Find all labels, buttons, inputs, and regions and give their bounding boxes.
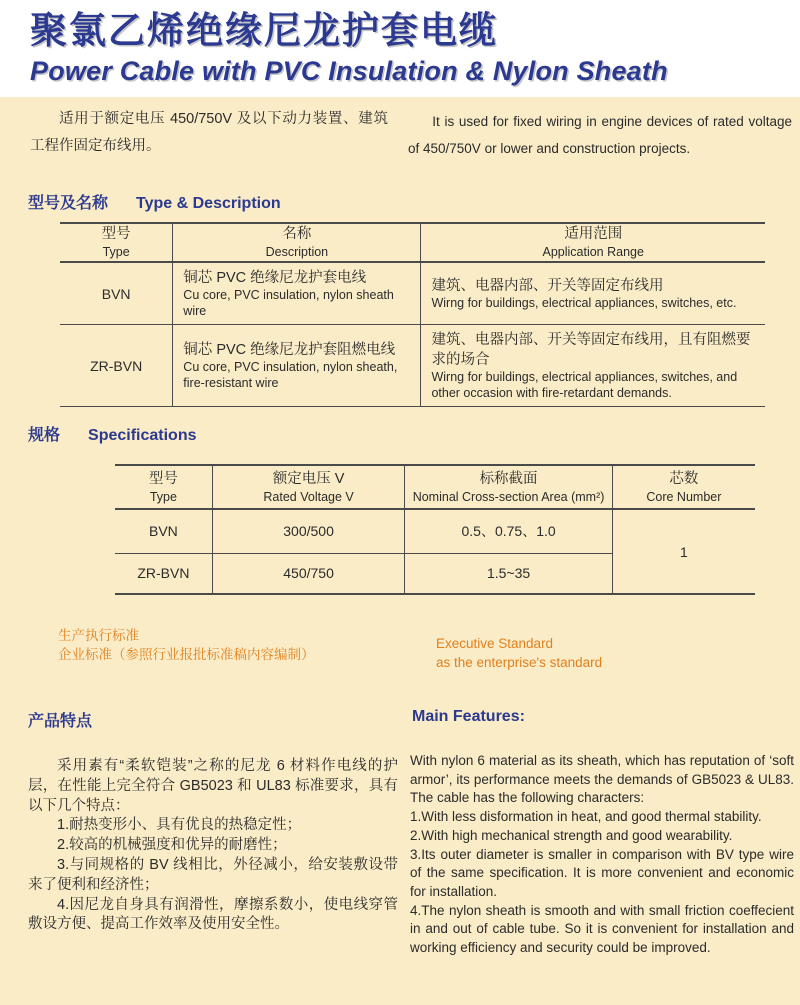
- type-description-table: [60, 222, 765, 407]
- intro-paragraph-english: It is used for fixed wiring in engine devices of rated voltage of 450/750V or lower and construction projects.: [408, 114, 792, 156]
- cell-cross-section-area: 1.5~35: [405, 553, 612, 594]
- standard-en-line1: Executive Standard: [436, 636, 554, 651]
- header-type-zh: 型号: [101, 226, 131, 242]
- standard-zh-line2: 企业标准（参照行业报批标准稿内容编制）: [58, 646, 315, 662]
- application-zh: 建筑、电器内部、开关等固定布线用: [431, 277, 664, 294]
- header-core-number-en: Core Number: [646, 489, 722, 504]
- section-heading-features-en: [412, 708, 525, 726]
- header-type-en: Type: [149, 489, 177, 504]
- header-core-number-zh: 芯数: [669, 470, 699, 487]
- features-heading-en: Main Features:: [412, 708, 525, 725]
- section-heading-type-description: [28, 190, 281, 213]
- header-voltage-en: Rated Voltage V: [263, 489, 354, 504]
- cell-type: ZR-BVN: [137, 565, 190, 582]
- standard-en-line2: as the enterprise's standard: [436, 654, 603, 670]
- application-en: Wirng for buildings, electrical appliances, switches, and other occasion with fire-retardant demands.: [431, 370, 738, 400]
- cell-core-number: 1: [612, 509, 755, 594]
- application-en: Wirng for buildings, electrical appliances, switches, etc.: [431, 295, 737, 310]
- type-table-row-zr-bvn: [60, 325, 765, 407]
- spec-table-header-row: [115, 465, 755, 509]
- section-heading-spec-en: Specifications: [88, 427, 197, 444]
- page-title-english: Power Cable with PVC Insulation & Nylon Sheath: [30, 56, 668, 86]
- features-zh-item-1: 1.耐热变形小、具有优良的热稳定性；: [57, 817, 302, 834]
- header-application-en: Application Range: [542, 245, 644, 259]
- features-en-intro: With nylon 6 material as its sheath, which has reputation of ‘soft armor’, its performance meets the demands of GB5023 & UL83. The cable has the following characters:: [410, 753, 794, 806]
- type-table-header-row: [60, 223, 765, 262]
- header-type-en: Type: [102, 245, 130, 259]
- cell-description: [173, 262, 421, 325]
- spec-table-header-cross-section: [405, 465, 612, 509]
- executive-standard-chinese: [58, 627, 315, 664]
- cell-application-range: [421, 262, 765, 325]
- features-en-item-1: 1.With less disformation in heat, and good thermal stability.: [410, 809, 762, 825]
- type-table-header-description: [173, 223, 421, 262]
- header-application-zh: 适用范围: [564, 226, 623, 242]
- intro-paragraph-chinese: 适用于额定电压 450/750V 及以下动力装置、建筑工程作固定布线用。: [30, 111, 388, 154]
- section-heading-type-en: Type & Description: [136, 195, 281, 212]
- spec-table-header-type: [115, 465, 212, 509]
- type-table-row-bvn: [60, 262, 765, 325]
- standard-zh-line1: 生产执行标准: [58, 628, 139, 643]
- section-heading-features-zh: [28, 708, 92, 731]
- features-zh-intro: 采用素有“柔软铠装”之称的尼龙 6 材料作电线的护层，在性能上完全符合 GB5023 和 UL83 标准要求，具有以下几个特点：: [28, 758, 398, 814]
- features-zh-item-3: 3.与同规格的 BV 线相比，外径减小，给安装敷设带来了便利和经济性；: [28, 856, 398, 893]
- header-voltage-zh: 额定电压 V: [272, 470, 345, 487]
- cell-type: BVN: [60, 262, 173, 325]
- header-cross-section-zh: 标称截面: [479, 470, 538, 487]
- features-body-english: [410, 752, 794, 958]
- spec-table-header-voltage: [212, 465, 405, 509]
- cell-type: ZR-BVN: [90, 357, 143, 374]
- cell-cross-section-area: 0.5、0.75、1.0: [405, 509, 612, 553]
- cell-type: BVN: [115, 509, 212, 553]
- description-zh: 铜芯 PVC 绝缘尼龙护套电线: [183, 270, 367, 286]
- cell-rated-voltage: 450/750: [212, 553, 405, 594]
- section-heading-specifications: [28, 422, 197, 445]
- features-zh-item-4: 4.因尼龙自身具有润滑性，摩擦系数小，使电线穿管敷设方便、提高工作效率及使用安全性。: [28, 896, 398, 933]
- features-zh-item-2: 2.较高的机械强度和优异的耐磨性；: [57, 837, 287, 854]
- cell-rated-voltage: 300/500: [212, 509, 405, 553]
- features-en-item-3: 3.Its outer diameter is smaller in comparison with BV type wire of the same specification. It is more convenient and economic for installation.: [410, 846, 794, 899]
- description-zh: 铜芯 PVC 绝缘尼龙护套阻燃电线: [183, 342, 396, 358]
- features-en-item-2: 2.With high mechanical strength and good wearability.: [410, 827, 733, 843]
- type-table-header-application: [421, 223, 765, 262]
- cell-application-range: [421, 325, 765, 407]
- application-zh: 建筑、电器内部、开关等固定布线用，且有阻燃要求的场合: [431, 332, 751, 368]
- features-heading-zh: 产品特点: [28, 713, 93, 730]
- description-en: Cu core, PVC insulation, nylon sheath wire: [183, 288, 394, 318]
- page-header: [0, 0, 800, 97]
- section-heading-spec-zh: 规格: [28, 427, 61, 444]
- header-type-zh: 型号: [148, 470, 178, 487]
- header-cross-section-en: Nominal Cross-section Area (mm²): [412, 489, 605, 504]
- page-title-chinese: 聚氯乙烯绝缘尼龙护套电缆: [30, 10, 498, 51]
- features-body-chinese: [28, 757, 398, 935]
- type-table-header-type: [60, 223, 173, 262]
- spec-table-row-bvn: [115, 509, 755, 553]
- description-en: Cu core, PVC insulation, nylon sheath, fire-resistant wire: [183, 360, 398, 390]
- header-description-en: Description: [265, 245, 329, 259]
- header-description-zh: 名称: [282, 226, 312, 242]
- specifications-table: [115, 464, 755, 595]
- executive-standard-english: [436, 635, 602, 672]
- cell-description: [173, 325, 421, 407]
- section-heading-type-zh: 型号及名称: [28, 195, 109, 212]
- features-en-item-4: 4.The nylon sheath is smooth and with small friction coeffecient in and out of cable tube. So it is convenient for installation and working efficiency and security could be improved.: [410, 902, 794, 956]
- spec-table-header-core-number: [612, 465, 755, 509]
